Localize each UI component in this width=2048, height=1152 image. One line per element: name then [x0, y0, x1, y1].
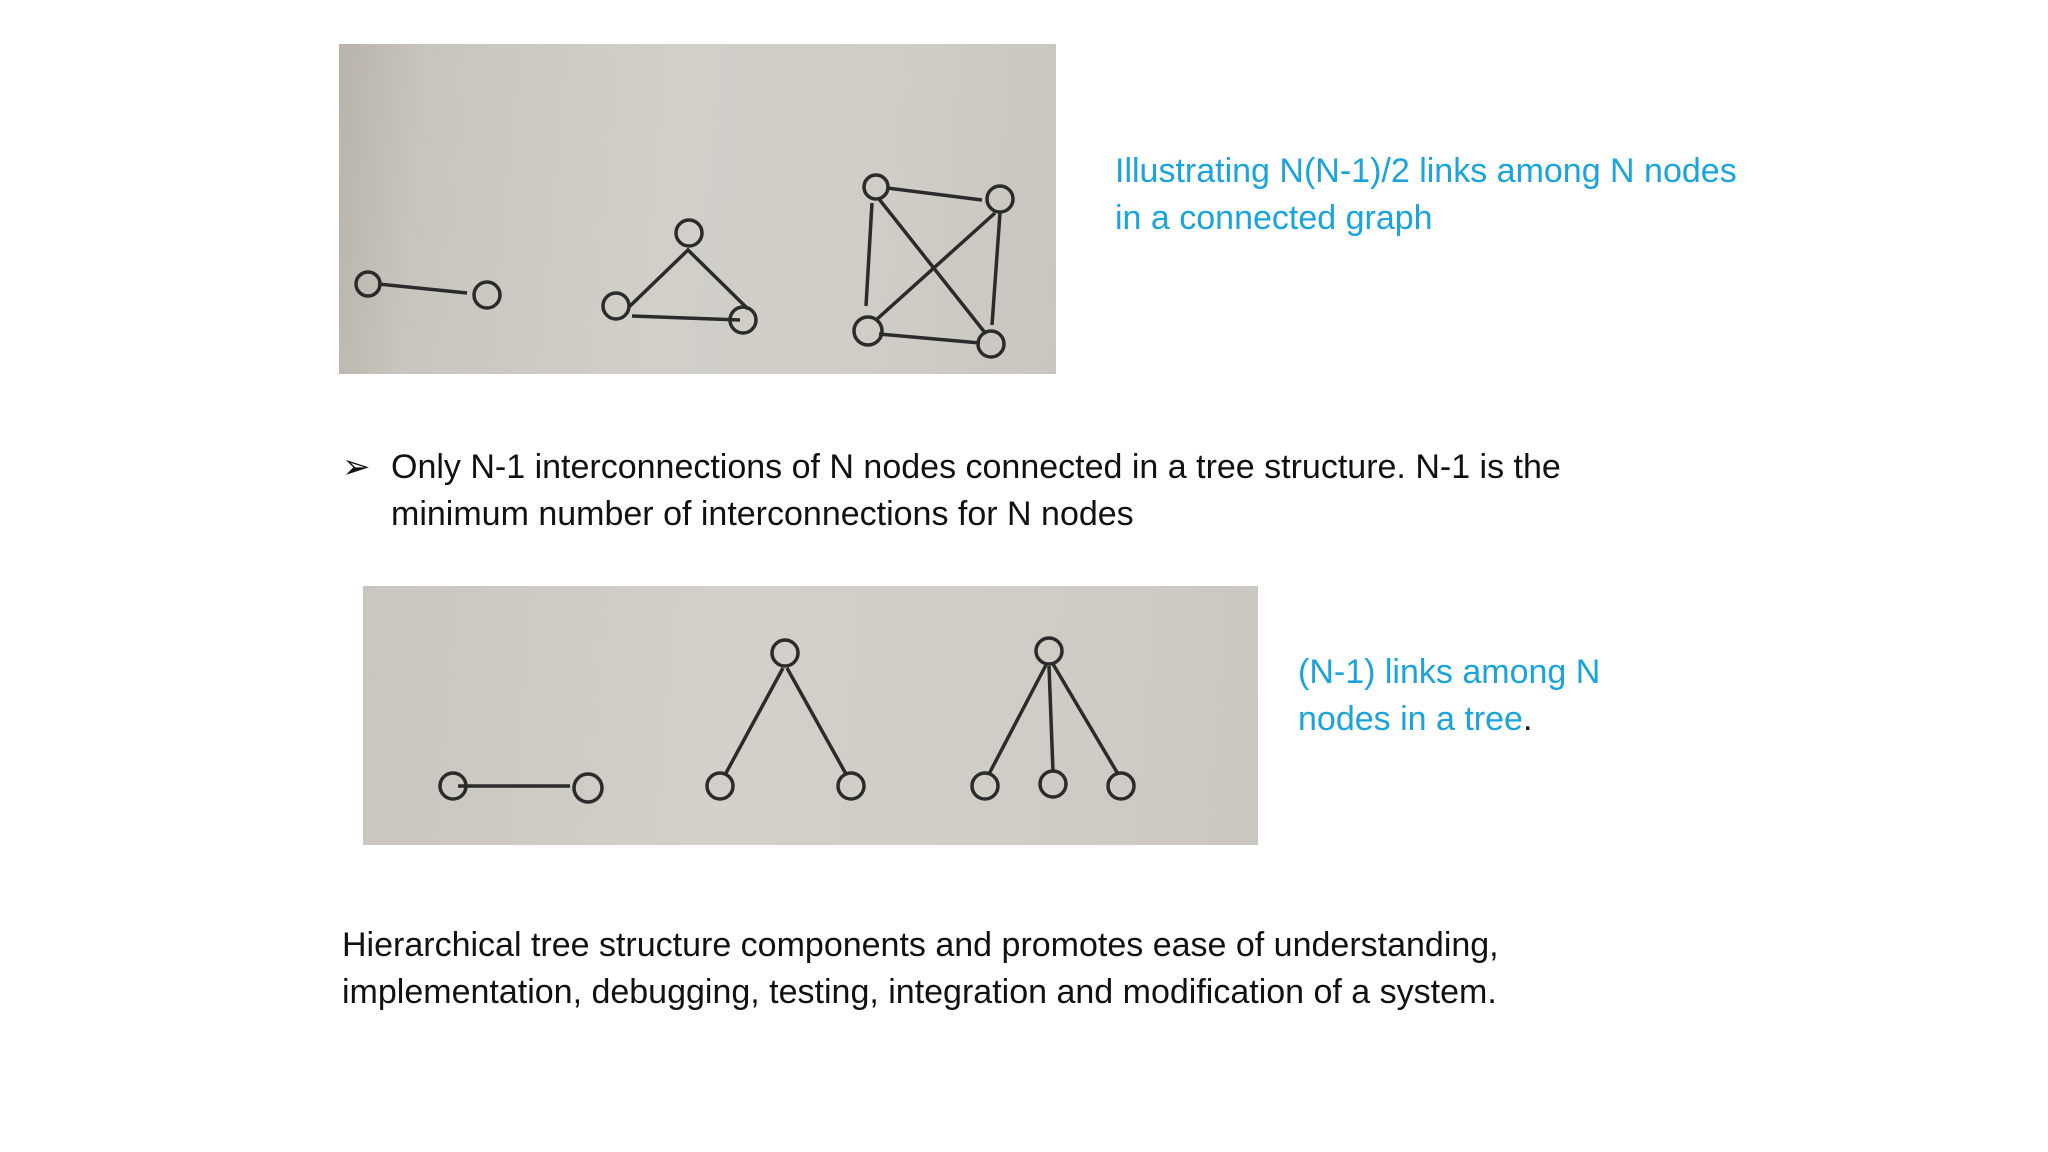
tree-photo — [363, 586, 1258, 845]
tree-node-3a — [772, 640, 798, 666]
node-4b — [987, 186, 1013, 212]
summary-paragraph: Hierarchical tree structure components and promotes ease of understanding, implementation, debugging, testing, integration and modification of a system. — [342, 926, 1499, 1011]
connected-graph-drawing — [339, 44, 1056, 374]
link-4ab — [887, 188, 982, 200]
link-4ad — [879, 199, 986, 334]
tree-caption — [1298, 649, 1698, 743]
link-4bd — [992, 213, 1000, 325]
node-2b — [474, 282, 500, 308]
tree-link-4a — [989, 665, 1046, 774]
tree-link-3a — [726, 668, 783, 773]
node-4c — [854, 317, 882, 345]
tree-node-4d — [1108, 773, 1134, 799]
node-4d — [978, 331, 1004, 357]
bullet-text: Only N-1 interconnections of N nodes connected in a tree structure. N-1 is the minimum number of interconnections for N nodes — [391, 448, 1561, 533]
link-2a — [378, 284, 467, 293]
tree-node-3c — [838, 773, 864, 799]
link-3bc — [632, 316, 740, 320]
tree-link-3b — [787, 668, 846, 774]
link-4bc — [876, 213, 995, 320]
tree-node-4c — [1040, 771, 1066, 797]
link-4cd — [879, 334, 980, 343]
bullet-item — [342, 444, 1672, 538]
tree-drawing — [363, 586, 1258, 845]
link-3ab — [629, 249, 689, 307]
link-4ac — [866, 203, 872, 306]
tree-node-4b — [972, 773, 998, 799]
node-3b — [603, 293, 629, 319]
tree-caption-text: (N-1) links among N nodes in a tree — [1298, 653, 1601, 738]
node-4a — [864, 175, 888, 199]
tree-node-4a — [1036, 638, 1062, 664]
link-3ac — [687, 249, 748, 309]
tree-link-4b — [1049, 666, 1053, 772]
connected-graph-photo — [339, 44, 1056, 374]
connected-graph-caption: Illustrating N(N-1)/2 links among N nodes in a connected graph — [1115, 152, 1737, 237]
tree-caption-period: . — [1522, 700, 1533, 738]
tree-link-4c — [1053, 664, 1118, 774]
node-2a — [356, 272, 380, 296]
tree-node-3b — [707, 773, 733, 799]
node-3a — [676, 220, 702, 246]
tree-node-2b — [574, 774, 602, 802]
arrow-bullet-icon: ➢ — [342, 448, 371, 486]
